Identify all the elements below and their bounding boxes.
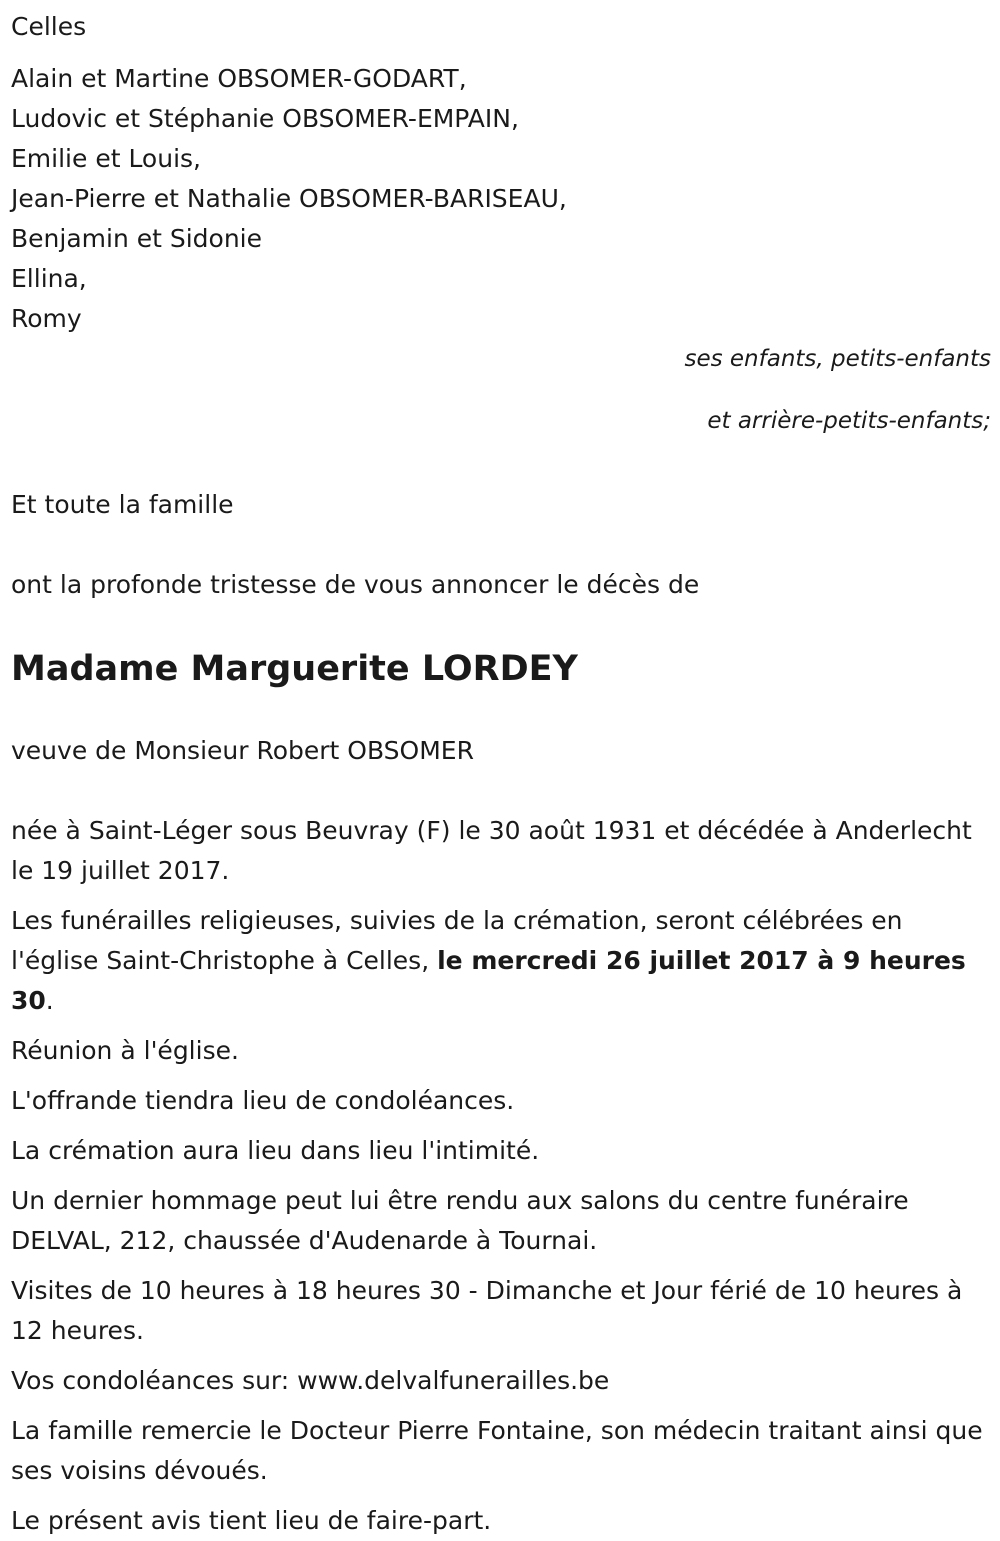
meeting-paragraph: Réunion à l'église. xyxy=(11,1036,239,1065)
widow-of: veuve de Monsieur Robert OBSOMER xyxy=(11,736,474,765)
family-list xyxy=(11,59,991,339)
relation-line-1: ses enfants, petits-enfants xyxy=(684,346,991,372)
extended-family: Et toute la famille xyxy=(11,490,234,519)
notice-paragraph: Le présent avis tient lieu de faire-part. xyxy=(11,1506,492,1535)
relation-text xyxy=(11,339,991,441)
obituary-notice xyxy=(11,0,991,1541)
intro-location: Celles xyxy=(11,12,87,41)
relation-line-2: et arrière-petits-enfants; xyxy=(707,408,991,434)
cremation-paragraph: La crémation aura lieu dans lieu l'intimité. xyxy=(11,1136,540,1165)
visits-paragraph: Visites de 10 heures à 18 heures 30 - Dimanche et Jour férié de 10 heures à 12 heures. xyxy=(11,1276,963,1345)
relation-block xyxy=(11,339,991,489)
funeral-end: . xyxy=(45,986,54,1015)
family-member: Alain et Martine OBSOMER-GODART, xyxy=(11,64,467,93)
funeral-paragraph xyxy=(11,901,986,1021)
family-member: Benjamin et Sidonie xyxy=(11,224,263,253)
homage-paragraph: Un dernier hommage peut lui être rendu aux salons du centre funéraire DELVAL, 212, chaussée d'Audenarde à Tournai. xyxy=(11,1186,909,1255)
offering-paragraph: L'offrande tiendra lieu de condoléances. xyxy=(11,1086,515,1115)
funeral-date-time: le mercredi 26 juillet 2017 à 9 heures 30 xyxy=(11,946,966,1015)
family-member: Ellina, xyxy=(11,264,87,293)
family-member: Romy xyxy=(11,304,82,333)
thanks-paragraph: La famille remercie le Docteur Pierre Fontaine, son médecin traitant ainsi que ses voisins dévoués. xyxy=(11,1416,983,1485)
family-member: Ludovic et Stéphanie OBSOMER-EMPAIN, xyxy=(11,104,519,133)
birth-death-paragraph: née à Saint-Léger sous Beuvray (F) le 30 août 1931 et décédée à Anderlecht le 19 juillet 2017. xyxy=(11,816,972,885)
deceased-name: Madame Marguerite LORDEY xyxy=(11,649,578,689)
family-member: Emilie et Louis, xyxy=(11,144,201,173)
condolences-paragraph: Vos condoléances sur: www.delvalfunerailles.be xyxy=(11,1366,610,1395)
family-member: Jean-Pierre et Nathalie OBSOMER-BARISEAU, xyxy=(11,184,567,213)
funeral-text: Les funérailles religieuses, suivies de la crémation, seront célébrées en l'église Saint-Christophe à Celles, xyxy=(11,906,903,975)
announcement: ont la profonde tristesse de vous annoncer le décès de xyxy=(11,570,700,599)
